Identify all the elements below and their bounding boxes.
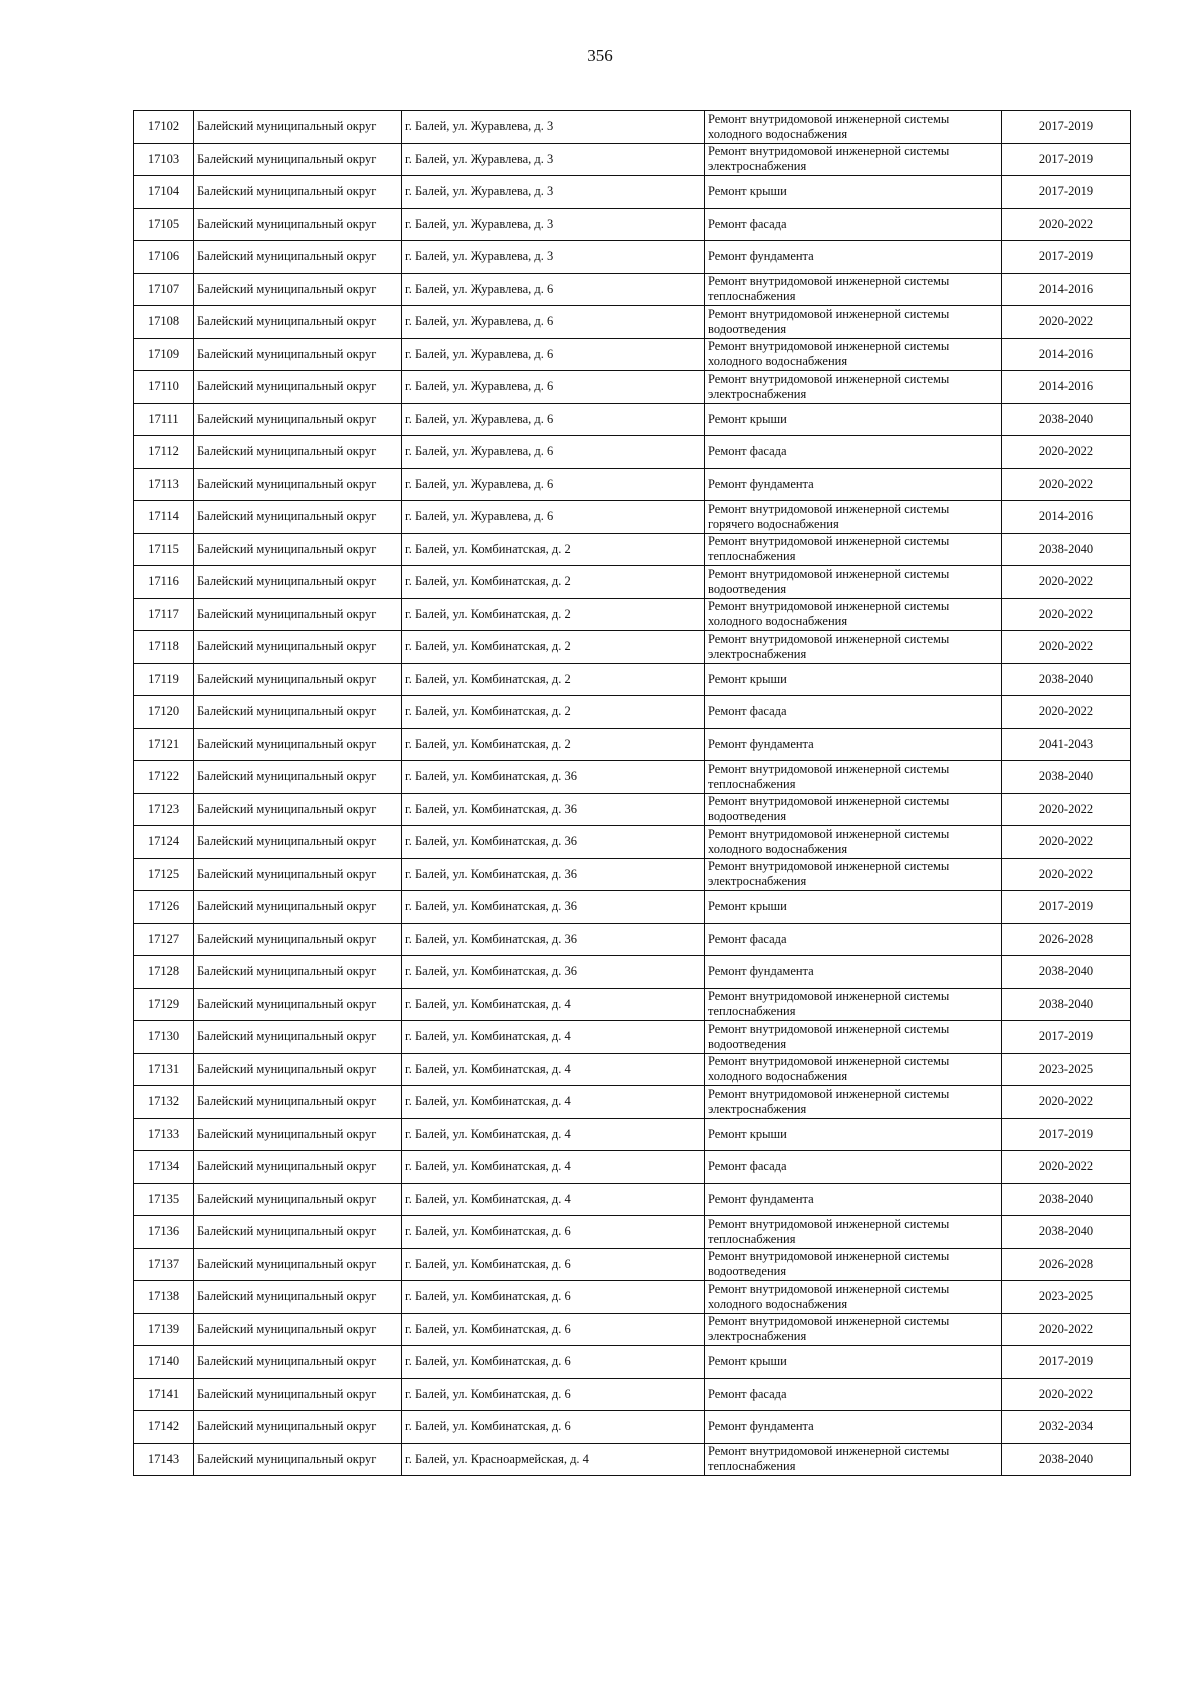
row-number-cell: 17108 xyxy=(134,306,194,339)
work-type-cell: Ремонт фундамента xyxy=(705,468,1002,501)
address-cell: г. Балей, ул. Комбинатская, д. 6 xyxy=(402,1216,705,1249)
row-number-cell: 17115 xyxy=(134,533,194,566)
municipality-cell: Балейский муниципальный округ xyxy=(194,111,402,144)
period-cell: 2041-2043 xyxy=(1002,728,1131,761)
table-row xyxy=(134,1443,1131,1476)
table-row xyxy=(134,1151,1131,1184)
municipality-cell: Балейский муниципальный округ xyxy=(194,1313,402,1346)
row-number-cell: 17103 xyxy=(134,143,194,176)
table-row xyxy=(134,371,1131,404)
row-number-cell: 17124 xyxy=(134,826,194,859)
address-cell: г. Балей, ул. Комбинатская, д. 36 xyxy=(402,923,705,956)
address-cell: г. Балей, ул. Журавлева, д. 6 xyxy=(402,371,705,404)
row-number-cell: 17139 xyxy=(134,1313,194,1346)
table-row xyxy=(134,111,1131,144)
row-number-cell: 17109 xyxy=(134,338,194,371)
address-cell: г. Балей, ул. Журавлева, д. 3 xyxy=(402,111,705,144)
row-number-cell: 17138 xyxy=(134,1281,194,1314)
municipality-cell: Балейский муниципальный округ xyxy=(194,273,402,306)
municipality-cell: Балейский муниципальный округ xyxy=(194,1443,402,1476)
municipality-cell: Балейский муниципальный округ xyxy=(194,1053,402,1086)
row-number-cell: 17130 xyxy=(134,1021,194,1054)
table-row xyxy=(134,793,1131,826)
row-number-cell: 17123 xyxy=(134,793,194,826)
table-row xyxy=(134,1378,1131,1411)
period-cell: 2020-2022 xyxy=(1002,696,1131,729)
period-cell: 2017-2019 xyxy=(1002,143,1131,176)
period-cell: 2020-2022 xyxy=(1002,858,1131,891)
address-cell: г. Балей, ул. Комбинатская, д. 6 xyxy=(402,1411,705,1444)
table-row xyxy=(134,728,1131,761)
table-row xyxy=(134,501,1131,534)
period-cell: 2014-2016 xyxy=(1002,273,1131,306)
address-cell: г. Балей, ул. Комбинатская, д. 2 xyxy=(402,728,705,761)
work-type-cell: Ремонт внутридомовой инженерной системы холодного водоснабжения xyxy=(705,1281,1002,1314)
work-type-cell: Ремонт внутридомовой инженерной системы теплоснабжения xyxy=(705,273,1002,306)
work-type-cell: Ремонт внутридомовой инженерной системы теплоснабжения xyxy=(705,761,1002,794)
table-row xyxy=(134,403,1131,436)
address-cell: г. Балей, ул. Журавлева, д. 6 xyxy=(402,468,705,501)
row-number-cell: 17119 xyxy=(134,663,194,696)
period-cell: 2020-2022 xyxy=(1002,1086,1131,1119)
table-row xyxy=(134,1053,1131,1086)
municipality-cell: Балейский муниципальный округ xyxy=(194,631,402,664)
row-number-cell: 17110 xyxy=(134,371,194,404)
table-row xyxy=(134,273,1131,306)
municipality-cell: Балейский муниципальный округ xyxy=(194,176,402,209)
address-cell: г. Балей, ул. Комбинатская, д. 6 xyxy=(402,1248,705,1281)
work-type-cell: Ремонт фасада xyxy=(705,208,1002,241)
work-type-cell: Ремонт фасада xyxy=(705,696,1002,729)
period-cell: 2023-2025 xyxy=(1002,1281,1131,1314)
period-cell: 2017-2019 xyxy=(1002,891,1131,924)
period-cell: 2020-2022 xyxy=(1002,1313,1131,1346)
municipality-cell: Балейский муниципальный округ xyxy=(194,436,402,469)
address-cell: г. Балей, ул. Журавлева, д. 6 xyxy=(402,306,705,339)
table-row xyxy=(134,1086,1131,1119)
work-type-cell: Ремонт фасада xyxy=(705,923,1002,956)
row-number-cell: 17140 xyxy=(134,1346,194,1379)
address-cell: г. Балей, ул. Журавлева, д. 6 xyxy=(402,273,705,306)
table-row xyxy=(134,1411,1131,1444)
period-cell: 2017-2019 xyxy=(1002,111,1131,144)
row-number-cell: 17132 xyxy=(134,1086,194,1119)
table-row xyxy=(134,566,1131,599)
address-cell: г. Балей, ул. Комбинатская, д. 2 xyxy=(402,696,705,729)
work-type-cell: Ремонт фундамента xyxy=(705,1411,1002,1444)
address-cell: г. Балей, ул. Комбинатская, д. 4 xyxy=(402,1151,705,1184)
period-cell: 2020-2022 xyxy=(1002,566,1131,599)
period-cell: 2020-2022 xyxy=(1002,793,1131,826)
municipality-cell: Балейский муниципальный округ xyxy=(194,468,402,501)
municipality-cell: Балейский муниципальный округ xyxy=(194,793,402,826)
period-cell: 2032-2034 xyxy=(1002,1411,1131,1444)
municipality-cell: Балейский муниципальный округ xyxy=(194,241,402,274)
work-type-cell: Ремонт внутридомовой инженерной системы электроснабжения xyxy=(705,1313,1002,1346)
municipality-cell: Балейский муниципальный округ xyxy=(194,1248,402,1281)
work-type-cell: Ремонт крыши xyxy=(705,176,1002,209)
address-cell: г. Балей, ул. Комбинатская, д. 4 xyxy=(402,1086,705,1119)
municipality-cell: Балейский муниципальный округ xyxy=(194,826,402,859)
row-number-cell: 17125 xyxy=(134,858,194,891)
table-row xyxy=(134,208,1131,241)
period-cell: 2017-2019 xyxy=(1002,1021,1131,1054)
registry-table-body xyxy=(134,111,1131,1476)
address-cell: г. Балей, ул. Комбинатская, д. 6 xyxy=(402,1281,705,1314)
municipality-cell: Балейский муниципальный округ xyxy=(194,1281,402,1314)
period-cell: 2020-2022 xyxy=(1002,306,1131,339)
work-type-cell: Ремонт внутридомовой инженерной системы электроснабжения xyxy=(705,1086,1002,1119)
municipality-cell: Балейский муниципальный округ xyxy=(194,338,402,371)
work-type-cell: Ремонт крыши xyxy=(705,663,1002,696)
address-cell: г. Балей, ул. Комбинатская, д. 36 xyxy=(402,761,705,794)
table-row xyxy=(134,1216,1131,1249)
row-number-cell: 17120 xyxy=(134,696,194,729)
table-row xyxy=(134,143,1131,176)
municipality-cell: Балейский муниципальный округ xyxy=(194,1346,402,1379)
period-cell: 2023-2025 xyxy=(1002,1053,1131,1086)
address-cell: г. Балей, ул. Комбинатская, д. 4 xyxy=(402,1118,705,1151)
period-cell: 2038-2040 xyxy=(1002,533,1131,566)
period-cell: 2014-2016 xyxy=(1002,338,1131,371)
period-cell: 2020-2022 xyxy=(1002,1151,1131,1184)
municipality-cell: Балейский муниципальный округ xyxy=(194,1118,402,1151)
row-number-cell: 17133 xyxy=(134,1118,194,1151)
work-type-cell: Ремонт внутридомовой инженерной системы горячего водоснабжения xyxy=(705,501,1002,534)
work-type-cell: Ремонт крыши xyxy=(705,1346,1002,1379)
address-cell: г. Балей, ул. Комбинатская, д. 4 xyxy=(402,988,705,1021)
period-cell: 2017-2019 xyxy=(1002,176,1131,209)
period-cell: 2038-2040 xyxy=(1002,1443,1131,1476)
address-cell: г. Балей, ул. Журавлева, д. 3 xyxy=(402,143,705,176)
municipality-cell: Балейский муниципальный округ xyxy=(194,761,402,794)
work-type-cell: Ремонт внутридомовой инженерной системы теплоснабжения xyxy=(705,1443,1002,1476)
municipality-cell: Балейский муниципальный округ xyxy=(194,1411,402,1444)
table-row xyxy=(134,631,1131,664)
work-type-cell: Ремонт внутридомовой инженерной системы водоотведения xyxy=(705,566,1002,599)
row-number-cell: 17126 xyxy=(134,891,194,924)
table-row xyxy=(134,923,1131,956)
table-row xyxy=(134,1021,1131,1054)
work-type-cell: Ремонт фасада xyxy=(705,1151,1002,1184)
row-number-cell: 17102 xyxy=(134,111,194,144)
work-type-cell: Ремонт фасада xyxy=(705,1378,1002,1411)
address-cell: г. Балей, ул. Журавлева, д. 3 xyxy=(402,208,705,241)
table-row xyxy=(134,1281,1131,1314)
period-cell: 2020-2022 xyxy=(1002,598,1131,631)
address-cell: г. Балей, ул. Комбинатская, д. 2 xyxy=(402,663,705,696)
period-cell: 2020-2022 xyxy=(1002,436,1131,469)
table-row xyxy=(134,956,1131,989)
address-cell: г. Балей, ул. Комбинатская, д. 4 xyxy=(402,1021,705,1054)
work-type-cell: Ремонт фундамента xyxy=(705,956,1002,989)
period-cell: 2038-2040 xyxy=(1002,663,1131,696)
municipality-cell: Балейский муниципальный округ xyxy=(194,1086,402,1119)
row-number-cell: 17114 xyxy=(134,501,194,534)
address-cell: г. Балей, ул. Комбинатская, д. 36 xyxy=(402,826,705,859)
work-type-cell: Ремонт внутридомовой инженерной системы водоотведения xyxy=(705,306,1002,339)
table-row xyxy=(134,1248,1131,1281)
work-type-cell: Ремонт фундамента xyxy=(705,241,1002,274)
work-type-cell: Ремонт внутридомовой инженерной системы водоотведения xyxy=(705,793,1002,826)
period-cell: 2017-2019 xyxy=(1002,1346,1131,1379)
municipality-cell: Балейский муниципальный округ xyxy=(194,728,402,761)
table-row xyxy=(134,858,1131,891)
table-row xyxy=(134,306,1131,339)
row-number-cell: 17116 xyxy=(134,566,194,599)
work-type-cell: Ремонт внутридомовой инженерной системы холодного водоснабжения xyxy=(705,598,1002,631)
row-number-cell: 17112 xyxy=(134,436,194,469)
work-type-cell: Ремонт внутридомовой инженерной системы электроснабжения xyxy=(705,371,1002,404)
period-cell: 2038-2040 xyxy=(1002,761,1131,794)
period-cell: 2038-2040 xyxy=(1002,1183,1131,1216)
period-cell: 2020-2022 xyxy=(1002,826,1131,859)
period-cell: 2020-2022 xyxy=(1002,631,1131,664)
work-type-cell: Ремонт внутридомовой инженерной системы водоотведения xyxy=(705,1248,1002,1281)
table-row xyxy=(134,436,1131,469)
table-row xyxy=(134,988,1131,1021)
municipality-cell: Балейский муниципальный округ xyxy=(194,306,402,339)
table-row xyxy=(134,696,1131,729)
municipality-cell: Балейский муниципальный округ xyxy=(194,696,402,729)
municipality-cell: Балейский муниципальный округ xyxy=(194,501,402,534)
period-cell: 2020-2022 xyxy=(1002,468,1131,501)
table-row xyxy=(134,1183,1131,1216)
table-row xyxy=(134,1118,1131,1151)
row-number-cell: 17105 xyxy=(134,208,194,241)
row-number-cell: 17134 xyxy=(134,1151,194,1184)
table-row xyxy=(134,598,1131,631)
row-number-cell: 17107 xyxy=(134,273,194,306)
work-type-cell: Ремонт фасада xyxy=(705,436,1002,469)
period-cell: 2038-2040 xyxy=(1002,988,1131,1021)
municipality-cell: Балейский муниципальный округ xyxy=(194,403,402,436)
row-number-cell: 17143 xyxy=(134,1443,194,1476)
row-number-cell: 17106 xyxy=(134,241,194,274)
address-cell: г. Балей, ул. Журавлева, д. 6 xyxy=(402,403,705,436)
address-cell: г. Балей, ул. Комбинатская, д. 36 xyxy=(402,956,705,989)
address-cell: г. Балей, ул. Комбинатская, д. 6 xyxy=(402,1346,705,1379)
municipality-cell: Балейский муниципальный округ xyxy=(194,371,402,404)
row-number-cell: 17111 xyxy=(134,403,194,436)
municipality-cell: Балейский муниципальный округ xyxy=(194,1378,402,1411)
row-number-cell: 17121 xyxy=(134,728,194,761)
work-type-cell: Ремонт крыши xyxy=(705,403,1002,436)
address-cell: г. Балей, ул. Комбинатская, д. 4 xyxy=(402,1053,705,1086)
row-number-cell: 17104 xyxy=(134,176,194,209)
address-cell: г. Балей, ул. Журавлева, д. 3 xyxy=(402,241,705,274)
address-cell: г. Балей, ул. Комбинатская, д. 2 xyxy=(402,598,705,631)
period-cell: 2017-2019 xyxy=(1002,1118,1131,1151)
table-row xyxy=(134,891,1131,924)
work-type-cell: Ремонт внутридомовой инженерной системы холодного водоснабжения xyxy=(705,826,1002,859)
address-cell: г. Балей, ул. Комбинатская, д. 6 xyxy=(402,1378,705,1411)
table-row xyxy=(134,241,1131,274)
period-cell: 2038-2040 xyxy=(1002,1216,1131,1249)
table-row xyxy=(134,338,1131,371)
address-cell: г. Балей, ул. Комбинатская, д. 6 xyxy=(402,1313,705,1346)
work-type-cell: Ремонт внутридомовой инженерной системы электроснабжения xyxy=(705,143,1002,176)
row-number-cell: 17135 xyxy=(134,1183,194,1216)
municipality-cell: Балейский муниципальный округ xyxy=(194,956,402,989)
row-number-cell: 17131 xyxy=(134,1053,194,1086)
address-cell: г. Балей, ул. Комбинатская, д. 36 xyxy=(402,793,705,826)
municipality-cell: Балейский муниципальный округ xyxy=(194,988,402,1021)
municipality-cell: Балейский муниципальный округ xyxy=(194,598,402,631)
period-cell: 2017-2019 xyxy=(1002,241,1131,274)
municipality-cell: Балейский муниципальный округ xyxy=(194,208,402,241)
row-number-cell: 17127 xyxy=(134,923,194,956)
work-type-cell: Ремонт крыши xyxy=(705,891,1002,924)
address-cell: г. Балей, ул. Журавлева, д. 3 xyxy=(402,176,705,209)
table-row xyxy=(134,826,1131,859)
page-number: 356 xyxy=(587,46,613,65)
address-cell: г. Балей, ул. Комбинатская, д. 36 xyxy=(402,858,705,891)
table-row xyxy=(134,663,1131,696)
address-cell: г. Балей, ул. Комбинатская, д. 2 xyxy=(402,533,705,566)
work-type-cell: Ремонт внутридомовой инженерной системы холодного водоснабжения xyxy=(705,111,1002,144)
municipality-cell: Балейский муниципальный округ xyxy=(194,891,402,924)
table-row xyxy=(134,533,1131,566)
address-cell: г. Балей, ул. Комбинатская, д. 2 xyxy=(402,566,705,599)
work-type-cell: Ремонт внутридомовой инженерной системы водоотведения xyxy=(705,1021,1002,1054)
work-type-cell: Ремонт внутридомовой инженерной системы холодного водоснабжения xyxy=(705,1053,1002,1086)
row-number-cell: 17118 xyxy=(134,631,194,664)
work-type-cell: Ремонт внутридомовой инженерной системы теплоснабжения xyxy=(705,533,1002,566)
period-cell: 2020-2022 xyxy=(1002,1378,1131,1411)
municipality-cell: Балейский муниципальный округ xyxy=(194,143,402,176)
row-number-cell: 17122 xyxy=(134,761,194,794)
address-cell: г. Балей, ул. Комбинатская, д. 4 xyxy=(402,1183,705,1216)
row-number-cell: 17136 xyxy=(134,1216,194,1249)
work-type-cell: Ремонт внутридомовой инженерной системы теплоснабжения xyxy=(705,1216,1002,1249)
table-row xyxy=(134,176,1131,209)
municipality-cell: Балейский муниципальный округ xyxy=(194,858,402,891)
table-row xyxy=(134,1313,1131,1346)
municipality-cell: Балейский муниципальный округ xyxy=(194,663,402,696)
period-cell: 2026-2028 xyxy=(1002,1248,1131,1281)
work-type-cell: Ремонт фундамента xyxy=(705,1183,1002,1216)
period-cell: 2014-2016 xyxy=(1002,371,1131,404)
address-cell: г. Балей, ул. Комбинатская, д. 2 xyxy=(402,631,705,664)
period-cell: 2020-2022 xyxy=(1002,208,1131,241)
row-number-cell: 17117 xyxy=(134,598,194,631)
municipality-cell: Балейский муниципальный округ xyxy=(194,566,402,599)
row-number-cell: 17141 xyxy=(134,1378,194,1411)
table-row xyxy=(134,468,1131,501)
address-cell: г. Балей, ул. Комбинатская, д. 36 xyxy=(402,891,705,924)
work-type-cell: Ремонт фундамента xyxy=(705,728,1002,761)
row-number-cell: 17142 xyxy=(134,1411,194,1444)
work-type-cell: Ремонт крыши xyxy=(705,1118,1002,1151)
period-cell: 2038-2040 xyxy=(1002,403,1131,436)
period-cell: 2038-2040 xyxy=(1002,956,1131,989)
municipality-cell: Балейский муниципальный округ xyxy=(194,923,402,956)
municipality-cell: Балейский муниципальный округ xyxy=(194,1021,402,1054)
work-type-cell: Ремонт внутридомовой инженерной системы теплоснабжения xyxy=(705,988,1002,1021)
registry-table xyxy=(133,110,1131,1476)
table-row xyxy=(134,1346,1131,1379)
municipality-cell: Балейский муниципальный округ xyxy=(194,1216,402,1249)
row-number-cell: 17137 xyxy=(134,1248,194,1281)
work-type-cell: Ремонт внутридомовой инженерной системы холодного водоснабжения xyxy=(705,338,1002,371)
address-cell: г. Балей, ул. Журавлева, д. 6 xyxy=(402,501,705,534)
row-number-cell: 17129 xyxy=(134,988,194,1021)
municipality-cell: Балейский муниципальный округ xyxy=(194,533,402,566)
work-type-cell: Ремонт внутридомовой инженерной системы электроснабжения xyxy=(705,858,1002,891)
municipality-cell: Балейский муниципальный округ xyxy=(194,1151,402,1184)
period-cell: 2026-2028 xyxy=(1002,923,1131,956)
address-cell: г. Балей, ул. Красноармейская, д. 4 xyxy=(402,1443,705,1476)
work-type-cell: Ремонт внутридомовой инженерной системы электроснабжения xyxy=(705,631,1002,664)
table-row xyxy=(134,761,1131,794)
period-cell: 2014-2016 xyxy=(1002,501,1131,534)
address-cell: г. Балей, ул. Журавлева, д. 6 xyxy=(402,436,705,469)
row-number-cell: 17128 xyxy=(134,956,194,989)
address-cell: г. Балей, ул. Журавлева, д. 6 xyxy=(402,338,705,371)
municipality-cell: Балейский муниципальный округ xyxy=(194,1183,402,1216)
row-number-cell: 17113 xyxy=(134,468,194,501)
